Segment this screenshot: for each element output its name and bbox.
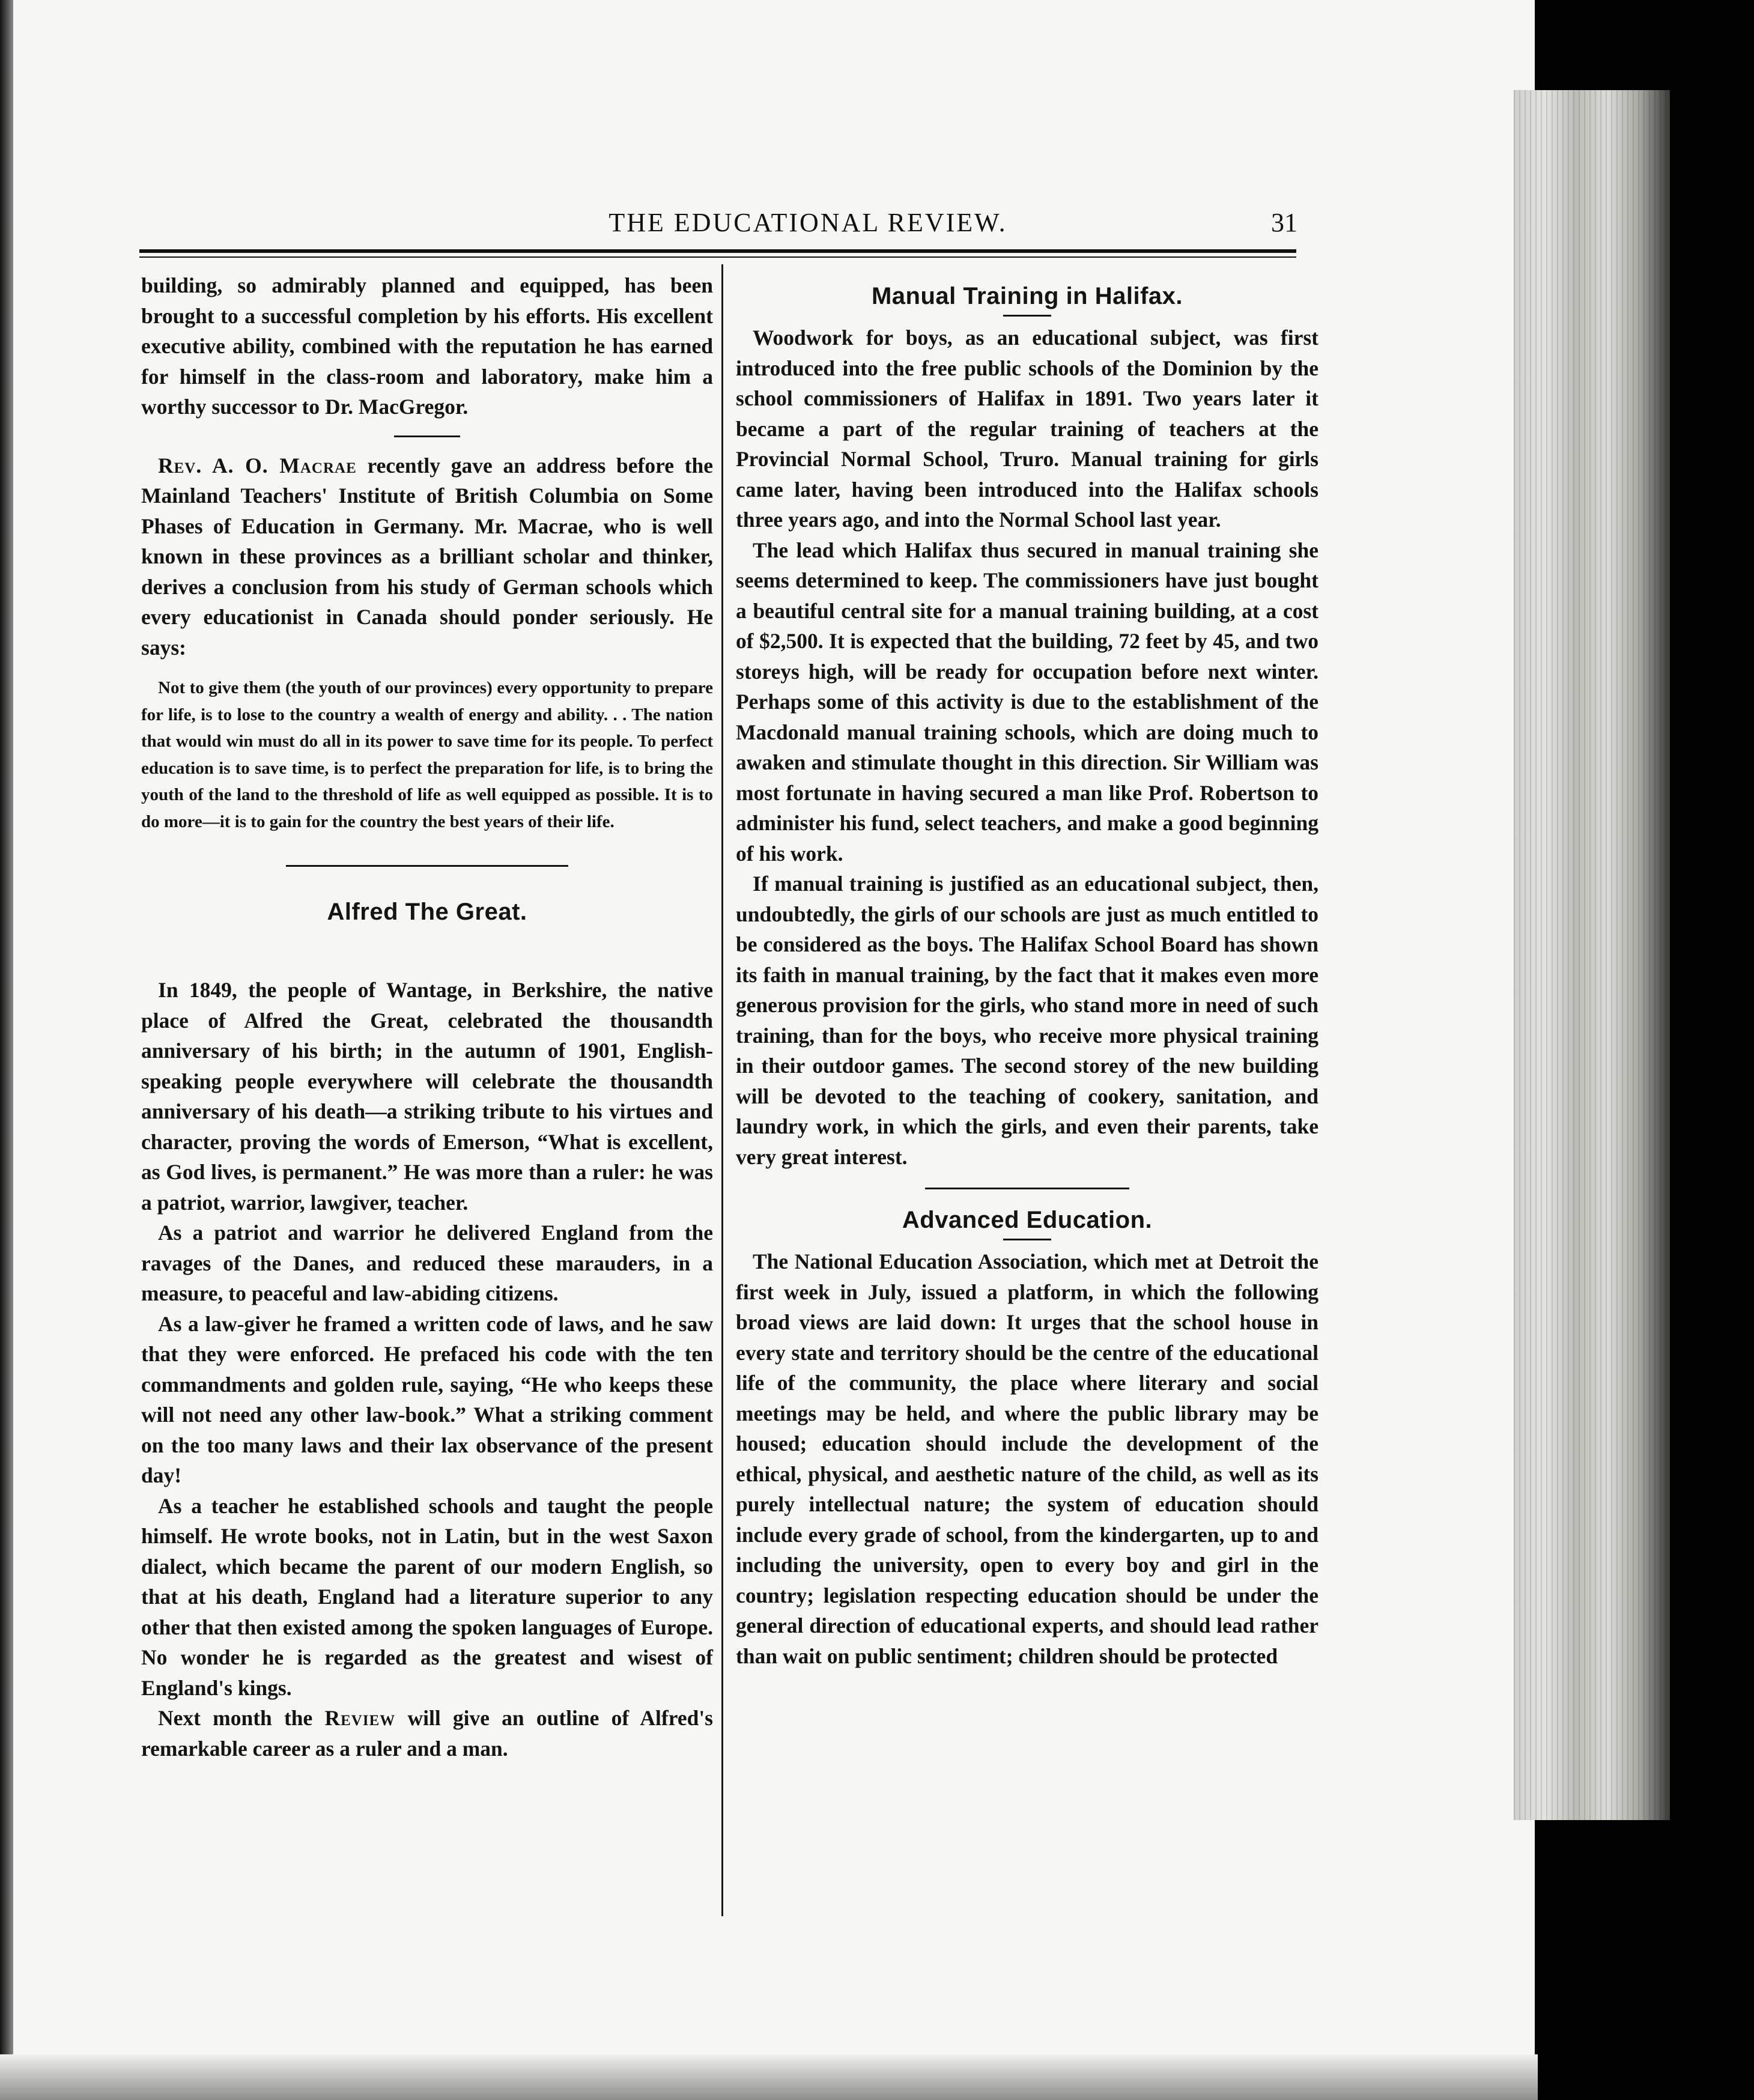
macrae-quote [141, 675, 713, 835]
right-column [736, 270, 1319, 1671]
frame-shadow-bottom [0, 2054, 1538, 2100]
intro-paragraph: building, so admirably planned and equipped, has been brought to a successful completion by his efforts. His excellent executive ability, combined with the reputation he has earned for himself in the class-room and laboratory, make him a worthy successor to Dr. MacGregor. [141, 273, 713, 419]
page-number: 31 [1271, 208, 1297, 237]
manual-training-heading: Manual Training in Halifax. [871, 283, 1183, 309]
alfred-paragraph-3: As a law-giver he framed a written code of laws, and he saw that they were enforced. He prefaced his code with the ten commandments and golden rule, saying, “He who keeps these will not need any other law-book.” What a striking comment on the too many laws and their lax observance of the present day! [141, 1311, 713, 1487]
running-header [138, 207, 1297, 243]
macrae-text: recently gave an address before the Mainland Teachers' Institute of British Columbia on Some Phases of Education in Germany. Mr. Macrae, who is well known in these provinces as a brilliant scholar and thinker, derives a conclusion from his study of German schools which every educationist in Canada should ponder seriously. He says: [141, 453, 713, 660]
header-rule-thin [139, 256, 1296, 258]
alfred-p5-end: will give an outline of Alfred's remarkable career as a ruler and a man. [141, 1706, 713, 1761]
alfred-paragraph-1: In 1849, the people of Wantage, in Berkshire, the native place of Alfred the Great, celebrated the thousandth anniversary of his birth; in the autumn of 1901, English-speaking people everywhere will celebrate the thousandth anniversary of his death—a striking tribute to his virtues and character, proving the words of Emerson, “What is excellent, as God lives, is permanent.” He was more than a ruler: he was a patriot, warrior, lawgiver, teacher. [141, 978, 713, 1215]
section-separator [394, 435, 460, 437]
heading-underline [1003, 315, 1051, 317]
alfred-p5-start: Next month the [158, 1706, 325, 1730]
advanced-education-heading: Advanced Education. [902, 1207, 1153, 1233]
frame-shadow-left [0, 0, 13, 2100]
section-separator [286, 865, 568, 867]
quote-text: Not to give them (the youth of our provinces) every opportunity to prepare for life, is to lose to the country a wealth of energy and ability. . . The nation that would win must do all in its power to save time for its people. To perfect education is to save time, is to perfect the preparation for life, is to bring the youth of the land to the threshold of life as well equipped as possible. It is to do more—it is to gain for the country the best years of their life. [141, 678, 713, 831]
heading-underline [1003, 1239, 1051, 1240]
left-column [141, 270, 713, 1764]
macrae-paragraph [141, 451, 713, 663]
alfred-paragraph-5 [141, 1703, 713, 1764]
section-separator [925, 1188, 1129, 1189]
manual-paragraph-3: If manual training is justified as an educational subject, then, undoubtedly, the girls of our schools are just as much entitled to be considered as the boys. The Halifax School Board has shown its faith in manual training, by the fact that it makes even more generous provision for the girls, who stand more in need of such training, than for the boys, who receive more physical training in their outdoor games. The second storey of the new building will be devoted to the teaching of cookery, sanitation, and laundry work, in which the girls, and even their parents, take very great interest. [736, 872, 1319, 1169]
heading-spacer [141, 927, 713, 975]
manual-paragraph-2: The lead which Halifax thus secured in manual training she seems determined to keep. The commissioners have just bought a beautiful central site for a manual training building, at a cost of $2,500. It is expected that the building, 72 feet by 45, and two storeys high, will be ready for occupation before next winter. Perhaps some of this activity is due to the establishment of the Macdonald manual training schools, which are doing much to awaken and stimulate thought in this direction. Sir William was most fortunate in having secured a man like Prof. Robertson to administer his fund, select teachers, and make a good beginning of his work. [736, 538, 1319, 866]
advanced-paragraph-1: The National Education Association, which met at Detroit the first week in July, issued a platform, in which the following broad views are laid down: It urges that the school house in every state and territory should be the centre of the educational life of the community, the place where literary and social meetings may be held, and where the public library may be housed; education should include the development of the ethical, physical, and aesthetic nature of the child, as well as its purely intellectual nature; the system of education should include every grade of school, from the kindergarten, up to and including the university, open to every boy and girl in the country; legislation respecting education should be under the general direction of educational experts, and should lead rather than wait on public sentiment; children should be protected [736, 1249, 1319, 1668]
manual-paragraph-1: Woodwork for boys, as an educational subject, was first introduced into the free public schools of the Dominion by the school commissioners of Halifax in 1891. Two years later it became a part of the regular training of teachers at the Provincial Normal School, Truro. Manual training for girls came later, having been introduced into the Halifax schools three years ago, and into the Normal School last year. [736, 326, 1319, 532]
header-rule-thick [139, 249, 1296, 253]
review-name: Review [324, 1706, 396, 1730]
alfred-heading: Alfred The Great. [327, 899, 527, 925]
alfred-paragraph-2: As a patriot and warrior he delivered England from the ravages of the Danes, and reduced these marauders, in a measure, to peaceful and law-abiding citizens. [141, 1221, 713, 1305]
book-page-edges [1514, 90, 1670, 1820]
running-title: THE EDUCATIONAL REVIEW. [608, 208, 1007, 237]
column-divider [721, 264, 723, 1916]
alfred-paragraph-4: As a teacher he established schools and taught the people himself. He wrote books, not in Latin, but in the west Saxon dialect, which became the parent of our modern English, so that at his death, England had a literature superior to any other that then existed among the spoken languages of Europe. No wonder he is regarded as the greatest and wisest of England's kings. [141, 1493, 713, 1700]
macrae-name: Rev. A. O. Macrae [158, 453, 357, 478]
